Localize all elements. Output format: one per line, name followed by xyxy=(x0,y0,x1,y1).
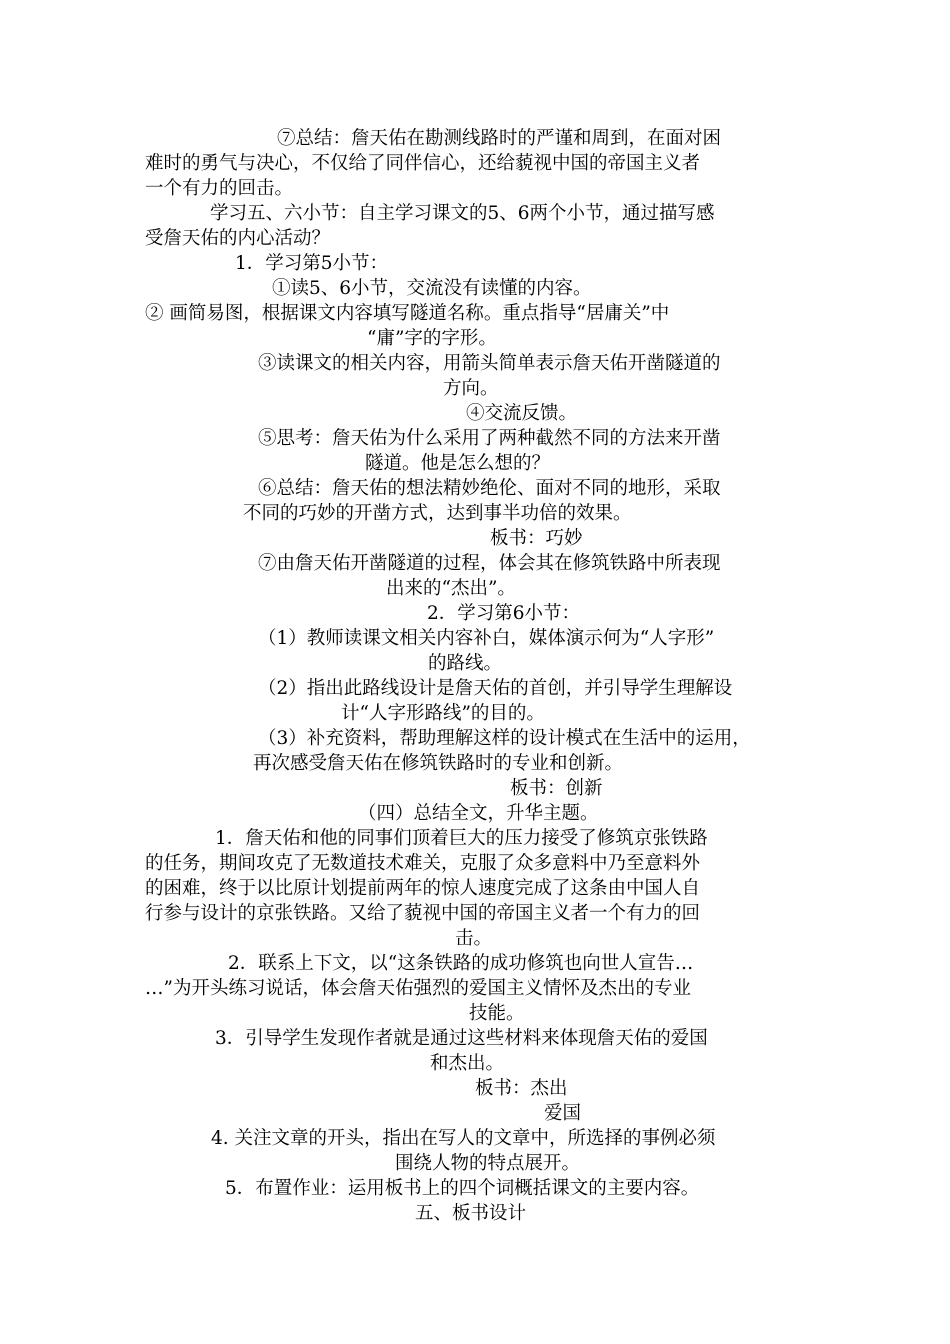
text-line: “庸”字的字形。 xyxy=(367,328,497,349)
text-line: 一个有力的回击。 xyxy=(145,178,294,199)
text-line: ② 画简易图，根据课文内容填写隧道名称。重点指导“居庸关”中 xyxy=(145,303,670,324)
text-line: 3．引导学生发现作者就是通过这些材料来体现詹天佑的爱国 xyxy=(215,1028,708,1049)
text-line: ⑥总结：詹天佑的想法精妙绝伦、面对不同的地形，采取 xyxy=(258,478,721,499)
text-line: （3）补充资料，帮助理解这样的设计模式在生活中的运用， xyxy=(258,728,751,749)
text-line: 4. 关注文章的开头，指出在写人的文章中，所选择的事例必须 xyxy=(211,1128,716,1149)
text-line: 不同的巧妙的开凿方式，达到事半功倍的效果。 xyxy=(243,503,632,524)
text-line: 方向。 xyxy=(443,378,499,399)
text-line: 1．詹天佑和他的同事们顶着巨大的压力接受了修筑京张铁路 xyxy=(215,828,708,849)
text-line: （1）教师读课文相关内容补白，媒体演示何为“人字形” xyxy=(258,628,715,649)
text-line: ④交流反馈。 xyxy=(466,403,578,424)
board-note: 板书：创新 xyxy=(510,778,603,799)
text-line: 2．联系上下文，以“这条铁路的成功修筑也向世人宣告… xyxy=(228,953,694,974)
text-line: 的困难，终于以比原计划提前两年的惊人速度完成了这条由中国人自 xyxy=(145,878,701,899)
text-line: （2）指出此路线设计是詹天佑的首创，并引导学生理解设 xyxy=(258,678,733,699)
section-heading: 2．学习第6小节： xyxy=(427,603,581,624)
section-heading: 五、板书设计 xyxy=(415,1203,527,1224)
text-line: 技能。 xyxy=(469,1003,525,1024)
text-line: 学习五、六小节：自主学习课文的5、6两个小节，通过描写感 xyxy=(210,203,715,224)
text-line: 难时的勇气与决心，不仅给了同伴信心，还给藐视中国的帝国主义者 xyxy=(145,153,701,174)
text-line: 计“人字形路线”的目的。 xyxy=(341,703,545,724)
text-line: ①读5、6小节，交流没有读懂的内容。 xyxy=(272,278,592,299)
text-line: 和杰出。 xyxy=(430,1053,505,1074)
text-line: 隧道。他是怎么想的？ xyxy=(365,453,551,474)
board-note: 板书：杰出 xyxy=(475,1078,568,1099)
text-line: 击。 xyxy=(455,928,493,949)
text-line: ⑦由詹天佑开凿隧道的过程，体会其在修筑铁路中所表现 xyxy=(258,553,721,574)
text-line: 的任务，期间攻克了无数道技术难关，克服了众多意料中乃至意料外 xyxy=(145,853,701,874)
text-line: 行参与设计的京张铁路。又给了藐视中国的帝国主义者一个有力的回 xyxy=(145,903,701,924)
text-line: …”为开头练习说话，体会詹天佑强烈的爱国主义情怀及杰出的专业 xyxy=(145,978,691,999)
section-heading: （四）总结全文，升华主题。 xyxy=(358,803,599,824)
text-line: 出来的“杰出”。 xyxy=(386,578,516,599)
text-line: ⑦总结：詹天佑在勘测线路时的严谨和周到，在面对困 xyxy=(277,128,722,149)
text-line: 5．布置作业：运用板书上的四个词概括课文的主要内容。 xyxy=(225,1178,700,1199)
text-line: ⑤思考：詹天佑为什么采用了两种截然不同的方法来开凿 xyxy=(258,428,721,449)
text-line: 1．学习第5小节： xyxy=(235,253,389,274)
text-line: 再次感受詹天佑在修筑铁路时的专业和创新。 xyxy=(253,753,624,774)
text-line: 受詹天佑的内心活动？ xyxy=(145,228,331,249)
board-note: 爱国 xyxy=(544,1103,582,1124)
board-note: 板书：巧妙 xyxy=(490,528,583,549)
text-line: 围绕人物的特点展开。 xyxy=(395,1153,581,1174)
text-line: 的路线。 xyxy=(428,653,503,674)
text-line: ③读课文的相关内容，用箭头简单表示詹天佑开凿隧道的 xyxy=(258,353,721,374)
